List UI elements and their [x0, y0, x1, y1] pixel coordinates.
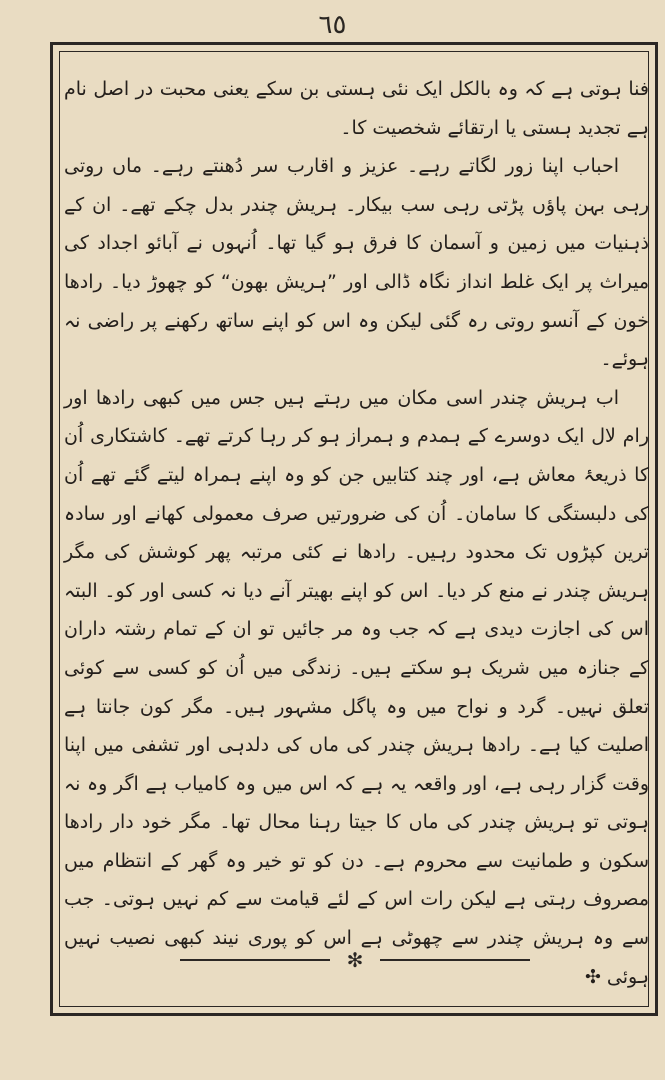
ornament-rule-right — [380, 959, 530, 961]
page-number: ٦٥ — [318, 10, 347, 40]
ornament-rule-left — [180, 959, 330, 961]
asterism-icon: ✻ — [346, 948, 364, 972]
paragraph-3: اب ہریش چندر اسی مکان میں رہتے ہیں جس میں کبھی رادھا اور رام لال ایک دوسرے کے ہمدم و ہمراز ہو کر رہا کرتے تھے۔ کاشتکاری اُن کا ذریعۂ معاش ہے، اور چند کتابیں جن کو وہ اپنے ہمراہ لیتے گئے تھے اُن کی دلبستگی کا سامان۔ اُن کی ضرورتیں صرف معمولی کھانے اور سادہ ترین کپڑوں تک محدود رہیں۔ رادھا نے کئی مرتبہ پھر کوشش کی مگر ہریش چندر نے منع کر دیا۔ اس کو اپنے بھیتر آنے دیا نہ کسی اور کو۔ البتہ اس کی اجازت دیدی ہے کہ جب وہ مر جائیں تو ان کے تمام رشتہ داران کے جنازہ میں شریک ہو سکتے ہیں۔ زندگی میں اُن کو کسی سے کوئی تعلق نہیں۔ گرد و نواح میں وہ پاگل مشہور ہیں۔ مگر کون جانتا ہے اصلیت کیا ہے۔ رادھا ہریش چندر کی ماں کی دلدہی اور تشفی میں اپنا وقت گزار رہی ہے، اور واقعہ یہ ہے کہ اس میں وہ کامیاب ہے اگر وہ نہ ہوتی تو ہریش چندر کی ماں کا جیتا رہنا محال تھا۔ مگر خود دار رادھا سکون و طمانیت سے محروم ہے۔ دن کو تو خیر وہ گھر کے انتظام میں مصروف رہتی ہے لیکن رات اس کے لئے قیامت سے کم نہیں ہوتی۔ جب سے وہ ہریش چندر سے چھوٹی ہے اس کو پوری نیند کبھی نصیب نہیں ہوئی ✣ — [64, 386, 649, 988]
body-text — [64, 70, 649, 996]
paragraph-2: احباب اپنا زور لگاتے رہے۔ عزیز و اقارب سر دُھنتے رہے۔ ماں روتی رہی بہن پاؤں پڑتی رہی سب بیکار۔ ہریش چندر بدل چکے تھے۔ ان کے ذہنیات میں زمین و آسمان کا فرق ہو گیا تھا۔ اُنہوں نے آبائو اجداد کی میراث پر ایک غلط انداز نگاہ ڈالی اور ”ہریش بھون“ کو چھوڑ دیا۔ رادھا خون کے آنسو روتی رہ گئی لیکن وہ اس کو اپنے ساتھ رکھنے پر راضی نہ ہوئے۔ — [64, 155, 649, 371]
closing-ornament — [180, 948, 530, 972]
paragraph-1: فنا ہوتی ہے کہ وہ بالکل ایک نئی ہستی بن سکے یعنی محبت در اصل نام ہے تجدید ہستی یا ارتقائے شخصیت کا۔ — [64, 78, 649, 139]
